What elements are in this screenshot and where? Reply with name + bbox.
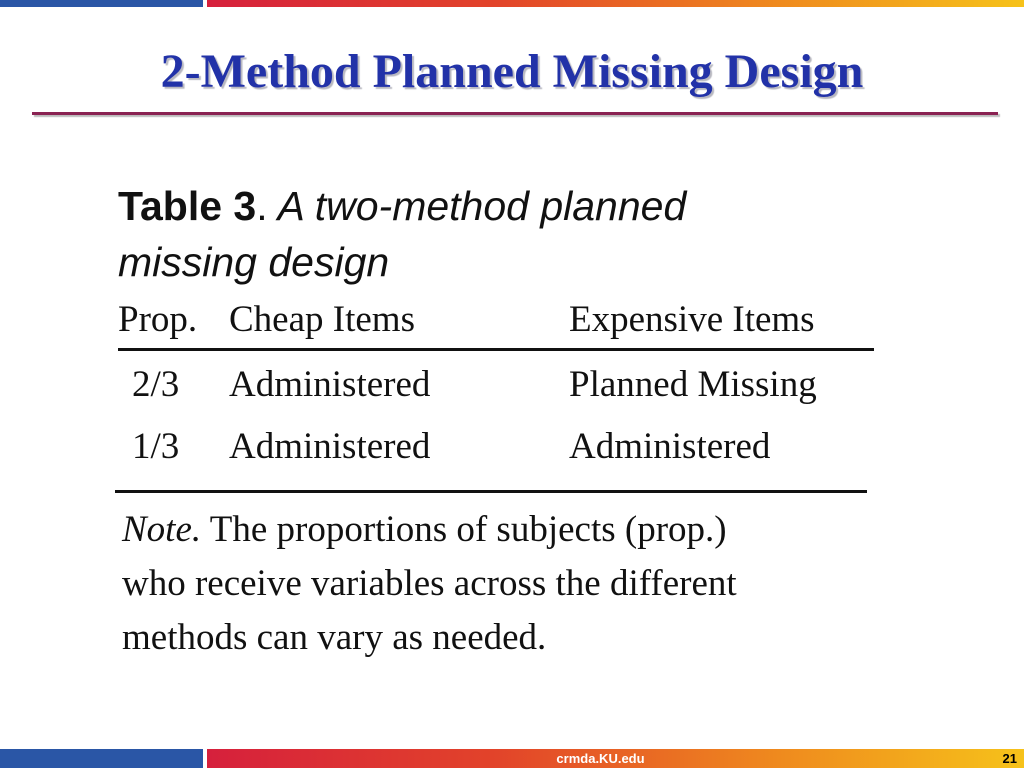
note-label: Note. (122, 509, 202, 550)
top-band-blue-segment (0, 0, 203, 7)
table-row (118, 422, 878, 472)
top-band-gradient-segment (207, 0, 1024, 7)
table-caption (118, 178, 838, 290)
header-expensive-items: Expensive Items (569, 299, 815, 340)
note-line3: methods can vary as needed. (122, 617, 547, 658)
bottom-band-blue-segment (0, 749, 203, 768)
cell-expensive: Administered (569, 426, 771, 467)
caption-title-line1: A two-method planned (267, 183, 687, 229)
caption-label: Table 3 (118, 183, 257, 229)
cell-cheap: Administered (229, 364, 431, 405)
note-line1: The proportions of subjects (prop.) (201, 509, 727, 550)
cell-prop: 2/3 (132, 364, 180, 405)
title-underline-rule (32, 112, 998, 115)
header-cheap-items: Cheap Items (229, 299, 415, 340)
page-number: 21 (1002, 751, 1017, 766)
table-top-rule (118, 348, 874, 351)
caption-title-line2: missing design (118, 239, 390, 285)
table-figure (118, 170, 888, 660)
table-header-row (118, 295, 878, 345)
caption-separator: . (256, 183, 268, 229)
table-row (118, 360, 878, 410)
bottom-band-gradient-segment (207, 749, 1024, 768)
bottom-color-band (0, 749, 1024, 768)
top-color-band (0, 0, 1024, 7)
header-prop: Prop. (118, 299, 198, 340)
table-bottom-rule (115, 490, 867, 493)
note-line2: who receive variables across the different (122, 563, 737, 604)
table-note (122, 503, 882, 665)
cell-expensive: Planned Missing (569, 364, 817, 405)
footer-url: crmda.KU.edu (556, 751, 645, 766)
cell-prop: 1/3 (132, 426, 180, 467)
slide-title: 2-Method Planned Missing Design (160, 45, 864, 98)
cell-cheap: Administered (229, 426, 431, 467)
